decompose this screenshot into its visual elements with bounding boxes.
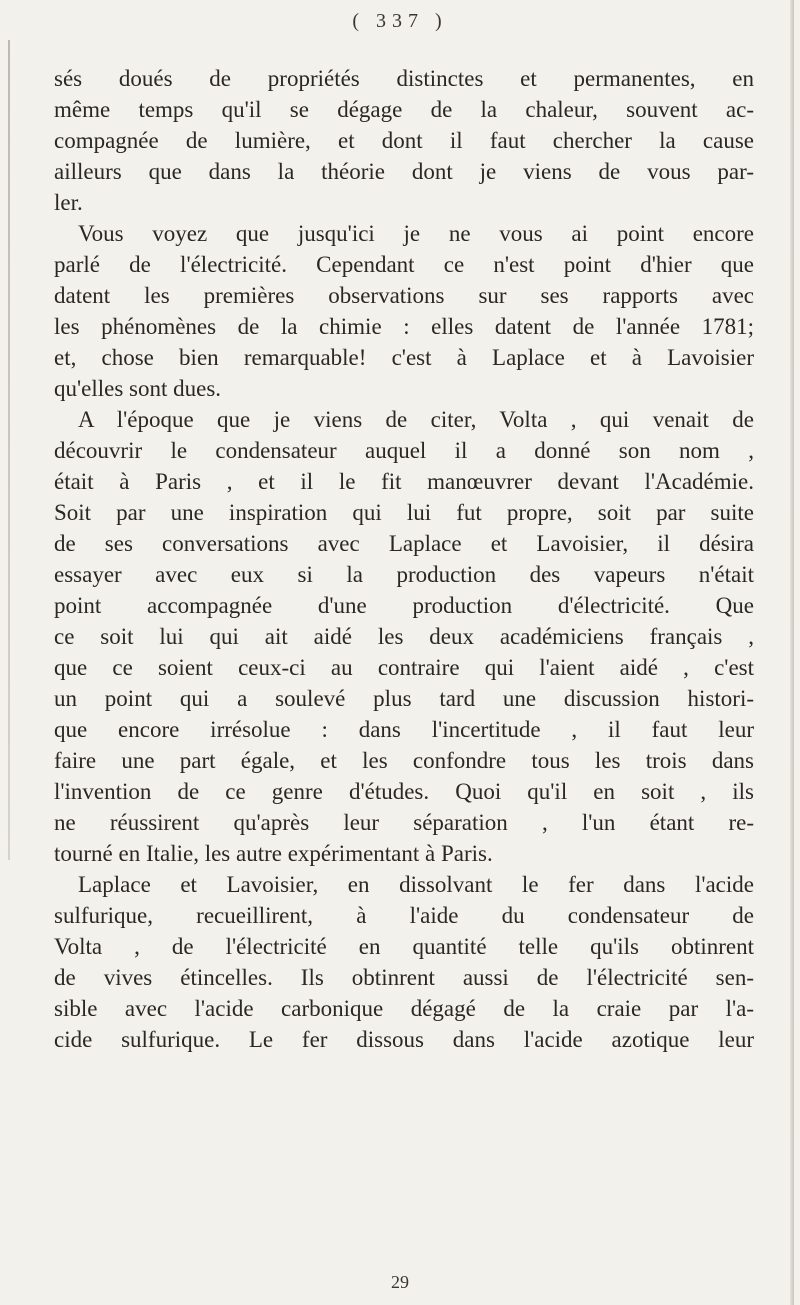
- text-line: essayer avec eux si la production des vapeurs n'était: [54, 562, 754, 587]
- text-line: datent les premières observations sur ses rapports avec: [54, 283, 754, 308]
- text-line: sés doués de propriétés distinctes et permanentes, en: [54, 66, 754, 91]
- signature-mark: 29: [391, 1272, 409, 1292]
- text-line: ler.: [54, 190, 83, 215]
- text-line: découvrir le condensateur auquel il a donné son nom ,: [54, 438, 754, 463]
- text-line: et, chose bien remarquable! c'est à Laplace et à Lavoisier: [54, 345, 754, 370]
- text-line: compagnée de lumière, et dont il faut chercher la cause: [54, 128, 754, 153]
- text-line: l'invention de ce genre d'études. Quoi qu'il en soit , ils: [54, 779, 754, 804]
- text-line: Vous voyez que jusqu'ici je ne vous ai point encore: [78, 221, 754, 246]
- text-line: Laplace et Lavoisier, en dissolvant le fer dans l'acide: [78, 872, 754, 897]
- text-line: même temps qu'il se dégage de la chaleur, souvent ac-: [54, 97, 754, 122]
- text-line: ailleurs que dans la théorie dont je viens de vous par-: [54, 159, 754, 184]
- text-line: faire une part égale, et les confondre tous les trois dans: [54, 748, 754, 773]
- text-line: sible avec l'acide carbonique dégagé de la craie par l'a-: [54, 996, 754, 1021]
- text-line: point accompagnée d'une production d'électricité. Que: [54, 593, 754, 618]
- page-number: ( 337 ): [352, 10, 448, 32]
- text-line: de vives étincelles. Ils obtinrent aussi de l'électricité sen-: [54, 965, 754, 990]
- text-line: les phénomènes de la chimie : elles datent de l'année 1781;: [54, 314, 754, 339]
- text-line: sulfurique, recueillirent, à l'aide du condensateur de: [54, 903, 754, 928]
- text-line: parlé de l'électricité. Cependant ce n'est point d'hier que: [54, 252, 754, 277]
- text-line: un point qui a soulevé plus tard une discussion histori-: [54, 686, 754, 711]
- page-edge-shadow-left: [8, 40, 10, 860]
- text-line: de ses conversations avec Laplace et Lavoisier, il désira: [54, 531, 754, 556]
- text-line: que ce soient ceux-ci au contraire qui l'aient aidé , c'est: [54, 655, 754, 680]
- text-line: tourné en Italie, les autre expérimentant à Paris.: [54, 841, 493, 866]
- text-line: Soit par une inspiration qui lui fut propre, soit par suite: [54, 500, 754, 525]
- page-edge-shadow-right: [790, 0, 794, 1305]
- text-line: cide sulfurique. Le fer dissous dans l'acide azotique leur: [54, 1027, 754, 1052]
- text-line: qu'elles sont dues.: [54, 376, 222, 401]
- text-line: Volta , de l'électricité en quantité telle qu'ils obtinrent: [54, 934, 754, 959]
- text-line: ne réussirent qu'après leur séparation , l'un étant re-: [54, 810, 754, 835]
- text-line: ce soit lui qui ait aidé les deux académiciens français ,: [54, 624, 754, 649]
- text-line: était à Paris , et il le fit manœuvrer devant l'Académie.: [54, 469, 754, 494]
- body-text: [54, 63, 754, 1055]
- text-line: que encore irrésolue : dans l'incertitude , il faut leur: [54, 717, 754, 742]
- text-line: A l'époque que je viens de citer, Volta , qui venait de: [78, 407, 754, 432]
